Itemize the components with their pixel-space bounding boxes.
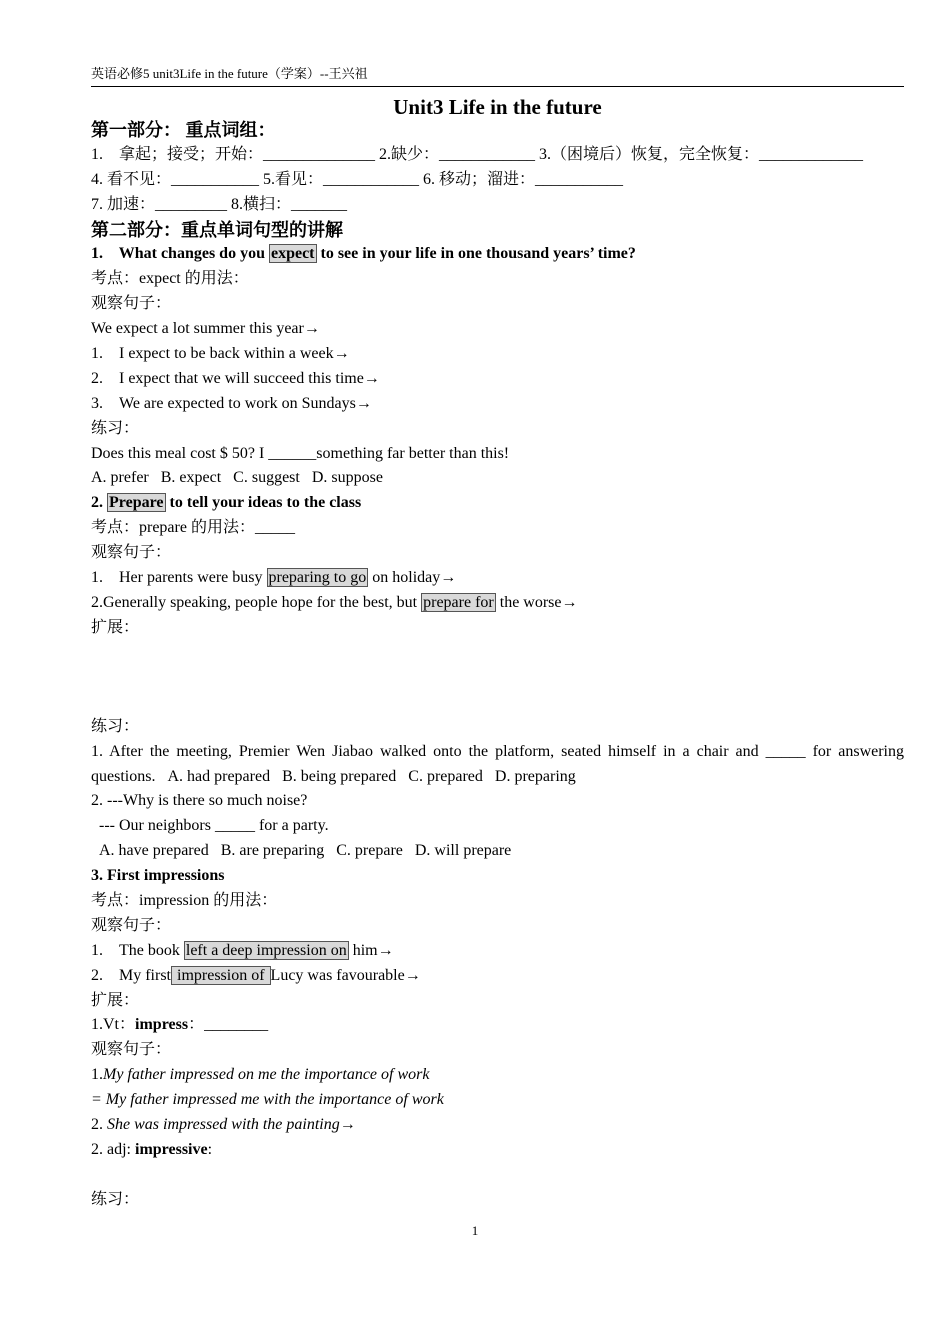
q3-sentence-1-pre: The book (119, 941, 184, 959)
q3-observe: 观察句子： (91, 916, 172, 934)
q2-sentence-2-pre: 2.Generally speaking, people hope for the best, but (91, 593, 422, 611)
q2-exercise-1 (91, 740, 904, 790)
q2-practice-label: 练习： (91, 717, 140, 735)
part1-heading: 第一部分： 重点词组： (91, 120, 276, 140)
phrase-line-2: 4. 看不见：___________ 5.看见：____________ 6. 移动；溜进：___________ (91, 170, 624, 188)
q2-sentence-1 (91, 566, 904, 591)
q2-sentence-1-post: on holiday→ (368, 569, 457, 587)
q1-option-c: C. suggest (233, 469, 300, 487)
q3-example-3-arrow: → (339, 1115, 356, 1133)
q2-exercise-2-answer: --- Our neighbors _____ for a party. (99, 817, 329, 835)
phrase-line-3: 7. 加速：_________ 8.横扫：_______ (91, 195, 348, 213)
q3-example-3-text: She was impressed with the painting (107, 1115, 340, 1133)
q2-sentence-1-pre: Her parents were busy (119, 569, 267, 587)
q1-option-a: A. prefer (91, 469, 149, 487)
q1-exercise: Does this meal cost $ 50? I ______something far better than this! (91, 444, 510, 462)
q2-expand-label: 扩展： (91, 618, 140, 636)
q3-sentence-2-number: 2. (91, 966, 103, 984)
part2-heading: 第二部分：重点单词句型的讲解 (91, 219, 343, 240)
document-title: Unit3 Life in the future (393, 95, 602, 119)
q1-option-b: B. expect (160, 469, 222, 487)
q3-blank-space (91, 1163, 904, 1188)
q3-example-3-number: 2. (91, 1115, 107, 1133)
q1-point: 考点：expect 的用法： (91, 270, 249, 288)
phrase-line-1-number: 1. (91, 145, 103, 163)
q1-sentence-1 (91, 342, 904, 367)
q3-example-2: = My father impressed me with the importance of work (91, 1091, 444, 1109)
q3-sentence-1-post: him→ (348, 941, 394, 959)
q1-practice-label: 练习： (91, 419, 140, 437)
q2-sentence-1-number: 1. (91, 569, 103, 587)
q2-point: 考点：prepare 的用法：_____ (91, 519, 295, 537)
q2-highlight-preparing-to-go: preparing to go (268, 569, 367, 587)
q3-highlight-impression-of: impression of (173, 966, 269, 984)
q2-sentence-2-post: the worse→ (495, 593, 578, 611)
q2-ex2-option-d: D. will prepare (414, 842, 512, 860)
q1-sentence-3-text: We are expected to work on Sundays→ (119, 394, 372, 412)
q2-ex2-option-b: B. are preparing (220, 842, 325, 860)
running-header: 英语必修5 unit3Life in the future（学案）--王兴祖 (91, 62, 904, 87)
q3-adj-label: 2. adj: (91, 1140, 135, 1158)
phrase-line-1-text: 拿起；接受；开始：______________ 2.缺少：____________ 3.（困境后）恢复，完全恢复：_____________ (119, 145, 864, 163)
q3-sentence-2 (91, 964, 904, 989)
q2-ex2-option-c: C. prepare (336, 842, 403, 860)
q1-sentence-2-text: I expect that we will succeed this time→ (119, 369, 380, 387)
q3-sentence-1-number: 1. (91, 941, 103, 959)
q2-exercise-1-text: 1. After the meeting, Premier Wen Jiabao walked onto the platform, seated himself in a chair and _____ for answering questions. (91, 742, 904, 785)
document-page (91, 62, 904, 1213)
q3-adj-word: impressive (135, 1140, 208, 1158)
q2-sentence-2 (91, 591, 904, 616)
q3-vt-line (91, 1013, 904, 1038)
q1-sentence-0: We expect a lot summer this year→ (91, 320, 320, 338)
q3-adj-line (91, 1138, 904, 1163)
q3-vt-word: impress (135, 1016, 189, 1034)
q3-observe-2: 观察句子： (91, 1041, 172, 1059)
q3-practice-label: 练习： (91, 1190, 140, 1208)
q3-sentence-1 (91, 939, 904, 964)
q1-observe: 观察句子： (91, 295, 172, 313)
q2-ex2-option-a: A. have prepared (99, 842, 209, 860)
q2-highlight-prepare: Prepare (109, 494, 164, 512)
q1-heading-post: to see in your life in one thousand years’ time? (316, 245, 636, 263)
q3-vt-blank: ：________ (188, 1016, 269, 1034)
q3-example-1-number: 1. (91, 1066, 103, 1084)
q1-highlight-expect: expect (270, 245, 315, 263)
q1-sentence-2-number: 2. (91, 369, 103, 387)
q1-option-d: D. suppose (311, 469, 383, 487)
q2-heading (91, 491, 904, 516)
page-number: 1 (471, 1223, 479, 1238)
q3-highlight-left-a-deep-impression-on: left a deep impression on (185, 941, 347, 959)
q2-ex1-option-b: B. being prepared (282, 767, 397, 785)
q3-sentence-2-pre: My first (119, 966, 171, 984)
q1-sentence-2 (91, 367, 904, 392)
q2-exercise-2-question: 2. ---Why is there so much noise? (91, 792, 308, 810)
q3-example-3 (91, 1113, 904, 1138)
q3-sentence-2-post: Lucy was favourable→ (270, 966, 421, 984)
q3-vt-label: 1.Vt： (91, 1016, 136, 1034)
phrase-line-1 (91, 143, 904, 168)
q2-heading-post: to tell your ideas to the class (165, 494, 362, 512)
q1-sentence-1-text: I expect to be back within a week→ (119, 345, 350, 363)
q3-example-1-text: My father impressed on me the importance of work (103, 1066, 430, 1084)
q3-example-1 (91, 1063, 904, 1088)
q2-observe: 观察句子： (91, 544, 172, 562)
q1-options (91, 466, 904, 491)
q2-exercise-2-options (91, 839, 904, 864)
q1-sentence-1-number: 1. (91, 345, 103, 363)
q1-sentence-3 (91, 392, 904, 417)
q2-ex1-option-c: C. prepared (408, 767, 483, 785)
q2-ex1-option-a: A. had prepared (167, 767, 271, 785)
q2-heading-number: 2. (91, 494, 107, 512)
q3-expand-label: 扩展： (91, 991, 140, 1009)
q1-sentence-3-number: 3. (91, 394, 103, 412)
q2-expand-space (91, 641, 904, 715)
q3-heading: 3. First impressions (91, 867, 225, 885)
q2-ex1-option-d: D. preparing (494, 767, 576, 785)
q2-highlight-prepare-for: prepare for (423, 593, 494, 611)
q3-adj-colon: : (207, 1140, 213, 1158)
q1-heading (91, 242, 904, 267)
q1-heading-pre: 1. What changes do you (91, 245, 269, 263)
q3-point: 考点：impression 的用法： (91, 891, 278, 909)
